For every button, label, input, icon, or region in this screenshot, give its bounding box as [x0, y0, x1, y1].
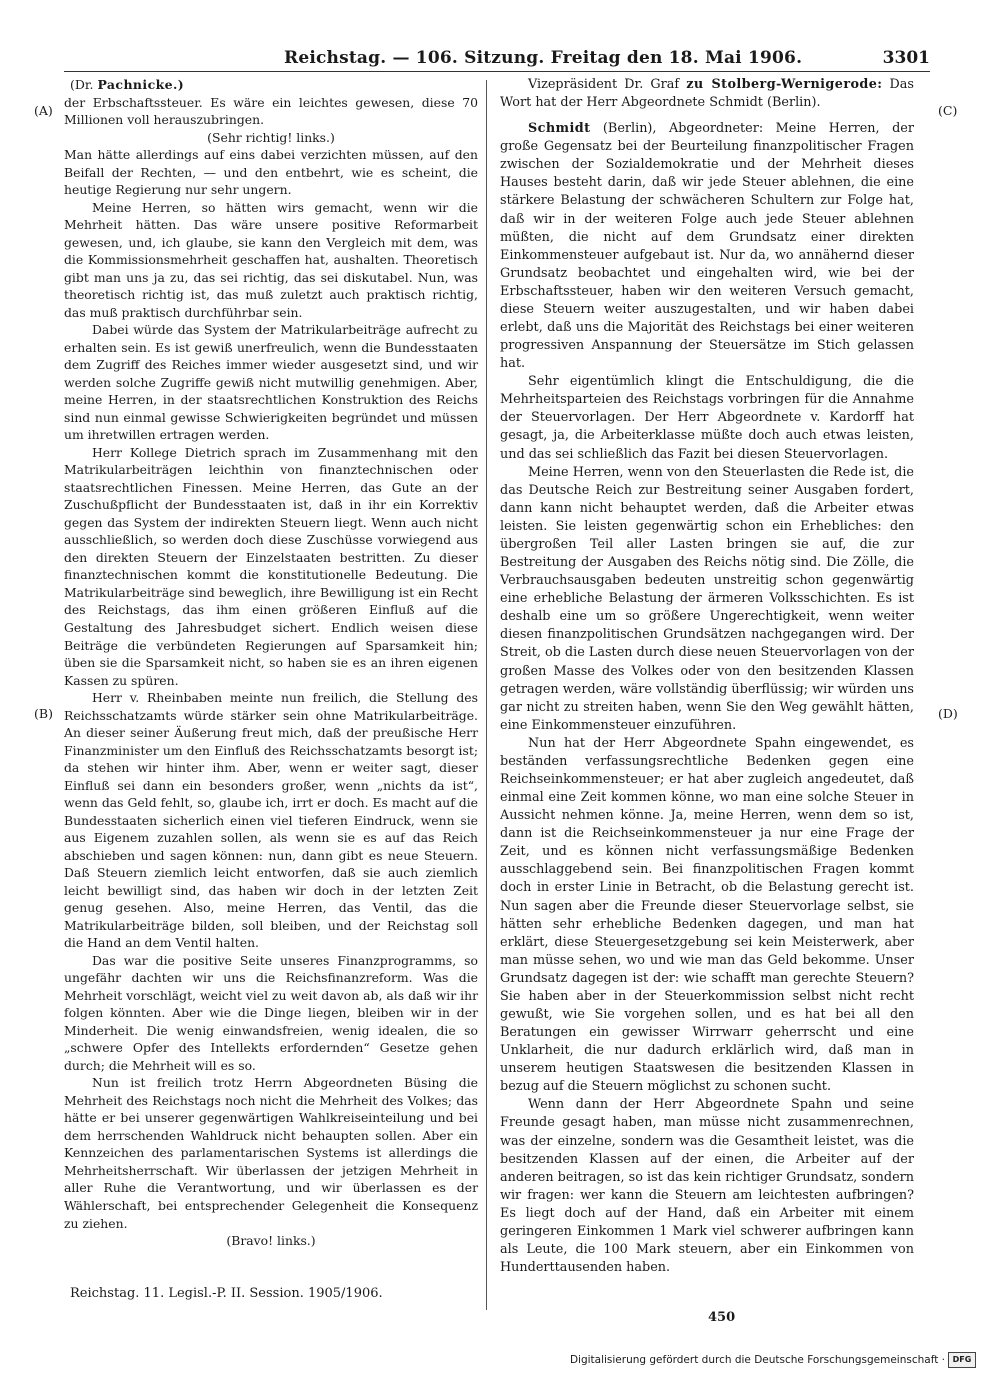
presiding-paragraph [500, 76, 914, 112]
left-column [64, 76, 478, 1250]
paragraph: Das war die positive Seite unseres Finanzprogramms, so ungefähr dachten wir uns die Reichsfinanzreform. Was die Mehrheit vorschlägt, weicht viel zu weit davon ab, als daß wir ihr folgen könnten. Aber wie die Dinge liegen, bleiben wir in der Minderheit. Die wenig einwandsfreien, wenig idealen, die so „schwere Opfer des Intellekts erfordernden“ Gesetze gehen durch; die Mehrheit will es so. [64, 952, 478, 1073]
margin-letter-b: (B) [34, 706, 53, 721]
margin-letter-d: (D) [938, 706, 958, 721]
paragraph: Wenn dann der Herr Abgeordnete Spahn und seine Freunde gesagt haben, man müsse nicht zusammenrechnen, was der einzelne, sondern was die Gesamtheit leistet, was die besitzenden Klassen auf der einen, die Arbeiter auf der anderen beitragen, so ist das kein richtiger Grundsatz, sondern wir fragen: wer kann die Steuern am leichtesten aufbringen? Es liegt doch auf der Hand, daß ein Arbeiter mit einem geringeren Einkommen 1 Mark viel schwerer aufbringen kann als Leute, die 100 Mark steuern, aber ein Einkommen von Hunderttausenden haben. [500, 1097, 914, 1276]
running-title: Reichstag. — 106. Sitzung. Freitag den 18. Mai 1906. [284, 48, 803, 68]
paragraph: Nun ist freilich trotz Herrn Abgeordneten Büsing die Mehrheit des Reichstags noch nicht die Mehrheit des Volkes; das hätte er bei unserer gegenwärtigen Wahlkreiseinteilung und bei dem herrschenden Wahldruck nicht behaupten sollen. Aber ein Kennzeichen des parlamentarischen Systems ist allerdings die Mehrheitsherrschaft. Wir überlassen der jetzigen Mehrheit in aller Ruhe die Verantwortung, und wir überlassen es der Wählerschaft, bei entsprechender Gelegenheit die Konsequenz zu ziehen. [64, 1075, 478, 1231]
paragraph: Herr Kollege Dietrich sprach im Zusammenhang mit den Matrikularbeiträgen leichthin von finanztechnischen oder staatsrechtlichen Finessen. Meine Herren, das Gute an der Zuschußpflicht der Bundesstaaten ist, daß in ihr ein Korrektiv gegen das System der indirekten Steuern liegt. Wenn auch nicht ausschließlich, so werden doch diese Zuschüsse vorwiegend aus den direkten Steuern der Einzelstaaten bestritten. Zu dieser finanztechnischen kommt die konstitutionelle Bedeutung. Die Matrikularbeiträge sind beweglich, ihre Bewilligung ist ein Recht des Reichstags, das ihm einen größeren Einfluß auf die Gestaltung des Jahresbudget sichert. Endlich weisen diese Beiträge die verbündeten Regierungen auf Sparsamkeit hin; üben sie die Sparsamkeit nicht, so haben sie es an ihren eigenen Kassen zu spüren. [64, 444, 478, 688]
presiding-name: zu Stolberg-Wernigerode: [686, 77, 883, 92]
paragraph: der Erbschaftssteuer. Es wäre ein leichtes gewesen, diese 70 Millionen voll herauszubringen. [64, 94, 478, 128]
paragraph: Meine Herren, so hätten wirs gemacht, wenn wir die Mehrheit hätten. Das wäre unsere positive Reformarbeit gewesen, und, ich glaube, sie kann den Vergleich mit dem, was die Kommissionsmehrheit geschaffen hat, aushalten. Theoretisch gibt man uns ja zu, das sei richtig, das sei diskutabel. Nun, was theoretisch richtig ist, das muß zuletzt auch praktisch richtig, das muß praktisch durchführbar sein. [64, 199, 478, 320]
speaker-intro: (Berlin), Abgeordneter: Meine Herren, der große Gegensatz bei der Beurteilung finanzpolitischer Fragen zwischen der Sozialdemokratie und der Mehrheit dieses Hauses besteht darin, daß wir jede Steuer ablehnen, die eine stärkere Belastung der schwächeren Schultern zur Folge hat, daß wir in der weiteren Folge auch jede Steuer ablehnen müßten, die nicht auf dem Grundsatz einer direkten Einkommensteuer aufgebaut ist. Nur da, wo annähernd dieser Grundsatz beobachtet und eingehalten wird, wie bei der Erbschaftssteuer, haben wir den weiteren Versuch gemacht, diese Steuern weiter auszugestalten, und wir haben dabei erlebt, daß uns die Majorität des Reichstags bei einer weiteren progressiven Anspannung der Steuersätze im Stich gelassen hat. [500, 121, 914, 372]
footer-number: 450 [708, 1310, 736, 1325]
paragraph: Meine Herren, wenn von den Steuerlasten die Rede ist, die das Deutsche Reich zur Bestreitung seiner Ausgaben fordert, dann kann nicht behauptet werden, daß die Arbeiter etwas leisten. Sie leisten gegenwärtig schon ein Erhebliches: den übergroßen Teil aller Lasten bringen sie auf, die zur Bestreitung der Ausgaben des Reichs nötig sind. Die Zölle, die Verbrauchsausgaben bedeuten unstreitig schon gegenwärtig eine erhebliche Belastung der ärmeren Volksschichten. Es ist deshalb eine um so größere Ungerechtigkeit, wenn weiter diesen finanzpolitischen Grundsätzen nachgegangen wird. Der Streit, ob die Lasten durch diese neuen Steuervorlagen von der großen Masse des Volkes oder von den besitzenden Klassen getragen werden, wäre vollständig überflüssig; wir würden uns gar nicht zu streiten haben, wenn Sie den Weg gewählt hätten, eine Einkommensteuer einzuführen. [500, 464, 914, 733]
column-divider [486, 80, 487, 1310]
paragraph: Sehr eigentümlich klingt die Entschuldigung, die die Mehrheitsparteien des Reichstags vorbringen für die Annahme der Steuervorlagen. Der Herr Abgeordnete v. Kardorff hat gesagt, ja, die Arbeiterklasse müßte doch auch etwas leisten, und das sei schließlich das Fazit bei diesen Steuervorlagen. [500, 374, 914, 462]
footer-signature: Reichstag. 11. Legisl.-P. II. Session. 1905/1906. [70, 1286, 383, 1301]
paragraph: Dabei würde das System der Matrikularbeiträge aufrecht zu erhalten sein. Es ist gewiß unerfreulich, wenn die Bundesstaaten dem Zugriff des Reiches immer wieder ausgesetzt sind, und wir werden solche Zugriffe gewiß nicht mutwillig genehmigen. Aber, meine Herren, in der staatsrechtlichen Konstruktion des Reichs sind nun einmal gewisse Schwierigkeiten begründet und müssen um ihretwillen ertragen werden. [64, 322, 478, 443]
continuation-label: (Dr. [70, 77, 94, 92]
speaker-continuation [70, 76, 478, 94]
header-rule [64, 71, 930, 72]
digitization-credit [570, 1352, 976, 1368]
paragraph: Nun hat der Herr Abgeordnete Spahn eingewendet, es beständen verfassungsrechtliche Bedenken gegen eine Reichseinkommensteuer; er hat aber zugleich angedeutet, daß einmal eine Zeit kommen könne, wo man eine solche Steuer in Aussicht nehmen könne. Ja, meine Herren, wenn dem so ist, dann ist die Reichseinkommensteuer ja nur eine Frage der Zeit, und es können nicht verfassungsmäßige Bedenken ausschlaggebend sein. Bei finanzpolitischen Fragen kommt doch in erster Linie in Betracht, ob die Belastung gerecht ist. Nun sagen aber die Freunde dieser Steuervorlage selbst, sie hätten sehr erhebliche Bedenken dagegen, und man hat erklärt, diese Steuergesetzgebung sei kein Meisterwerk, aber man müsse sehen, wo und wie man das Geld bekomme. Unser Grundsatz dagegen ist der: wie schafft man gerechte Steuern? Sie haben aber in der Steuerkommission selbst nicht recht gewußt, wie Sie vorgehen sollen, und es hat bei all den Beratungen ein gewisser Wirrwarr geherrscht und eine Unklarheit, die nur dadurch erklärlich wird, daß man in unserem heutigen Staatswesen die besitzenden Klassen in bezug auf die Steuern möglichst zu schonen sucht. [500, 735, 914, 1095]
dfg-logo-icon: DFG [948, 1352, 976, 1368]
speaker-name: Schmidt [528, 121, 591, 137]
page-number: 3301 [882, 48, 930, 68]
credit-text: Digitalisierung gefördert durch die Deutsche Forschungsgemeinschaft · [569, 1354, 945, 1366]
presiding-text: Das Wort hat der Herr Abgeordnete Schmidt (Berlin). [500, 77, 914, 111]
continuation-speaker: Pachnicke.) [97, 77, 185, 92]
right-column [500, 76, 914, 1277]
presiding-role: Vizepräsident Dr. Graf [528, 77, 680, 92]
speaker-paragraph [500, 120, 914, 373]
margin-letter-a: (A) [34, 103, 53, 118]
margin-letter-c: (C) [938, 103, 958, 118]
interjection: (Sehr richtig! links.) [207, 129, 335, 145]
paragraph: Man hätte allerdings auf eins dabei verzichten müssen, auf den Beifall der Rechten, — und den entbehrt, wie es scheint, die heutige Regierung nur sehr ungern. [64, 147, 478, 198]
paragraph: Herr v. Rheinbaben meinte nun freilich, die Stellung des Reichsschatzamts würde stärker sein ohne Matrikularbeiträge. An dieser seiner Äußerung freut mich, daß der preußische Herr Finanzminister um den Einfluß des Reichsschatzamts besorgt ist; da stehen wir hinter ihm. Aber, wenn er weiter sagt, dieser Einfluß sei dann ein besonders großer, wenn „nichts da ist“, wenn das Geld fehlt, so, glaube ich, irrt er doch. Es macht auf die Bundesstaaten sicherlich einen viel tieferen Eindruck, wenn sie aus Eigenem zuzahlen sollen, als wenn sie es auf das Reich abschieben und sagen können: nun, dann gibt es neue Steuern. Daß Steuern ziemlich leicht entworfen, daß sie auch ziemlich leicht bewilligt sind, das haben wir doch in der letzten Zeit genug gesehen. Also, meine Herren, das Ventil, das die Matrikularbeiträge bilden, soll bleiben, und der Reichstag soll die Hand an dem Ventil halten. [64, 690, 478, 951]
interjection: (Bravo! links.) [226, 1233, 316, 1249]
